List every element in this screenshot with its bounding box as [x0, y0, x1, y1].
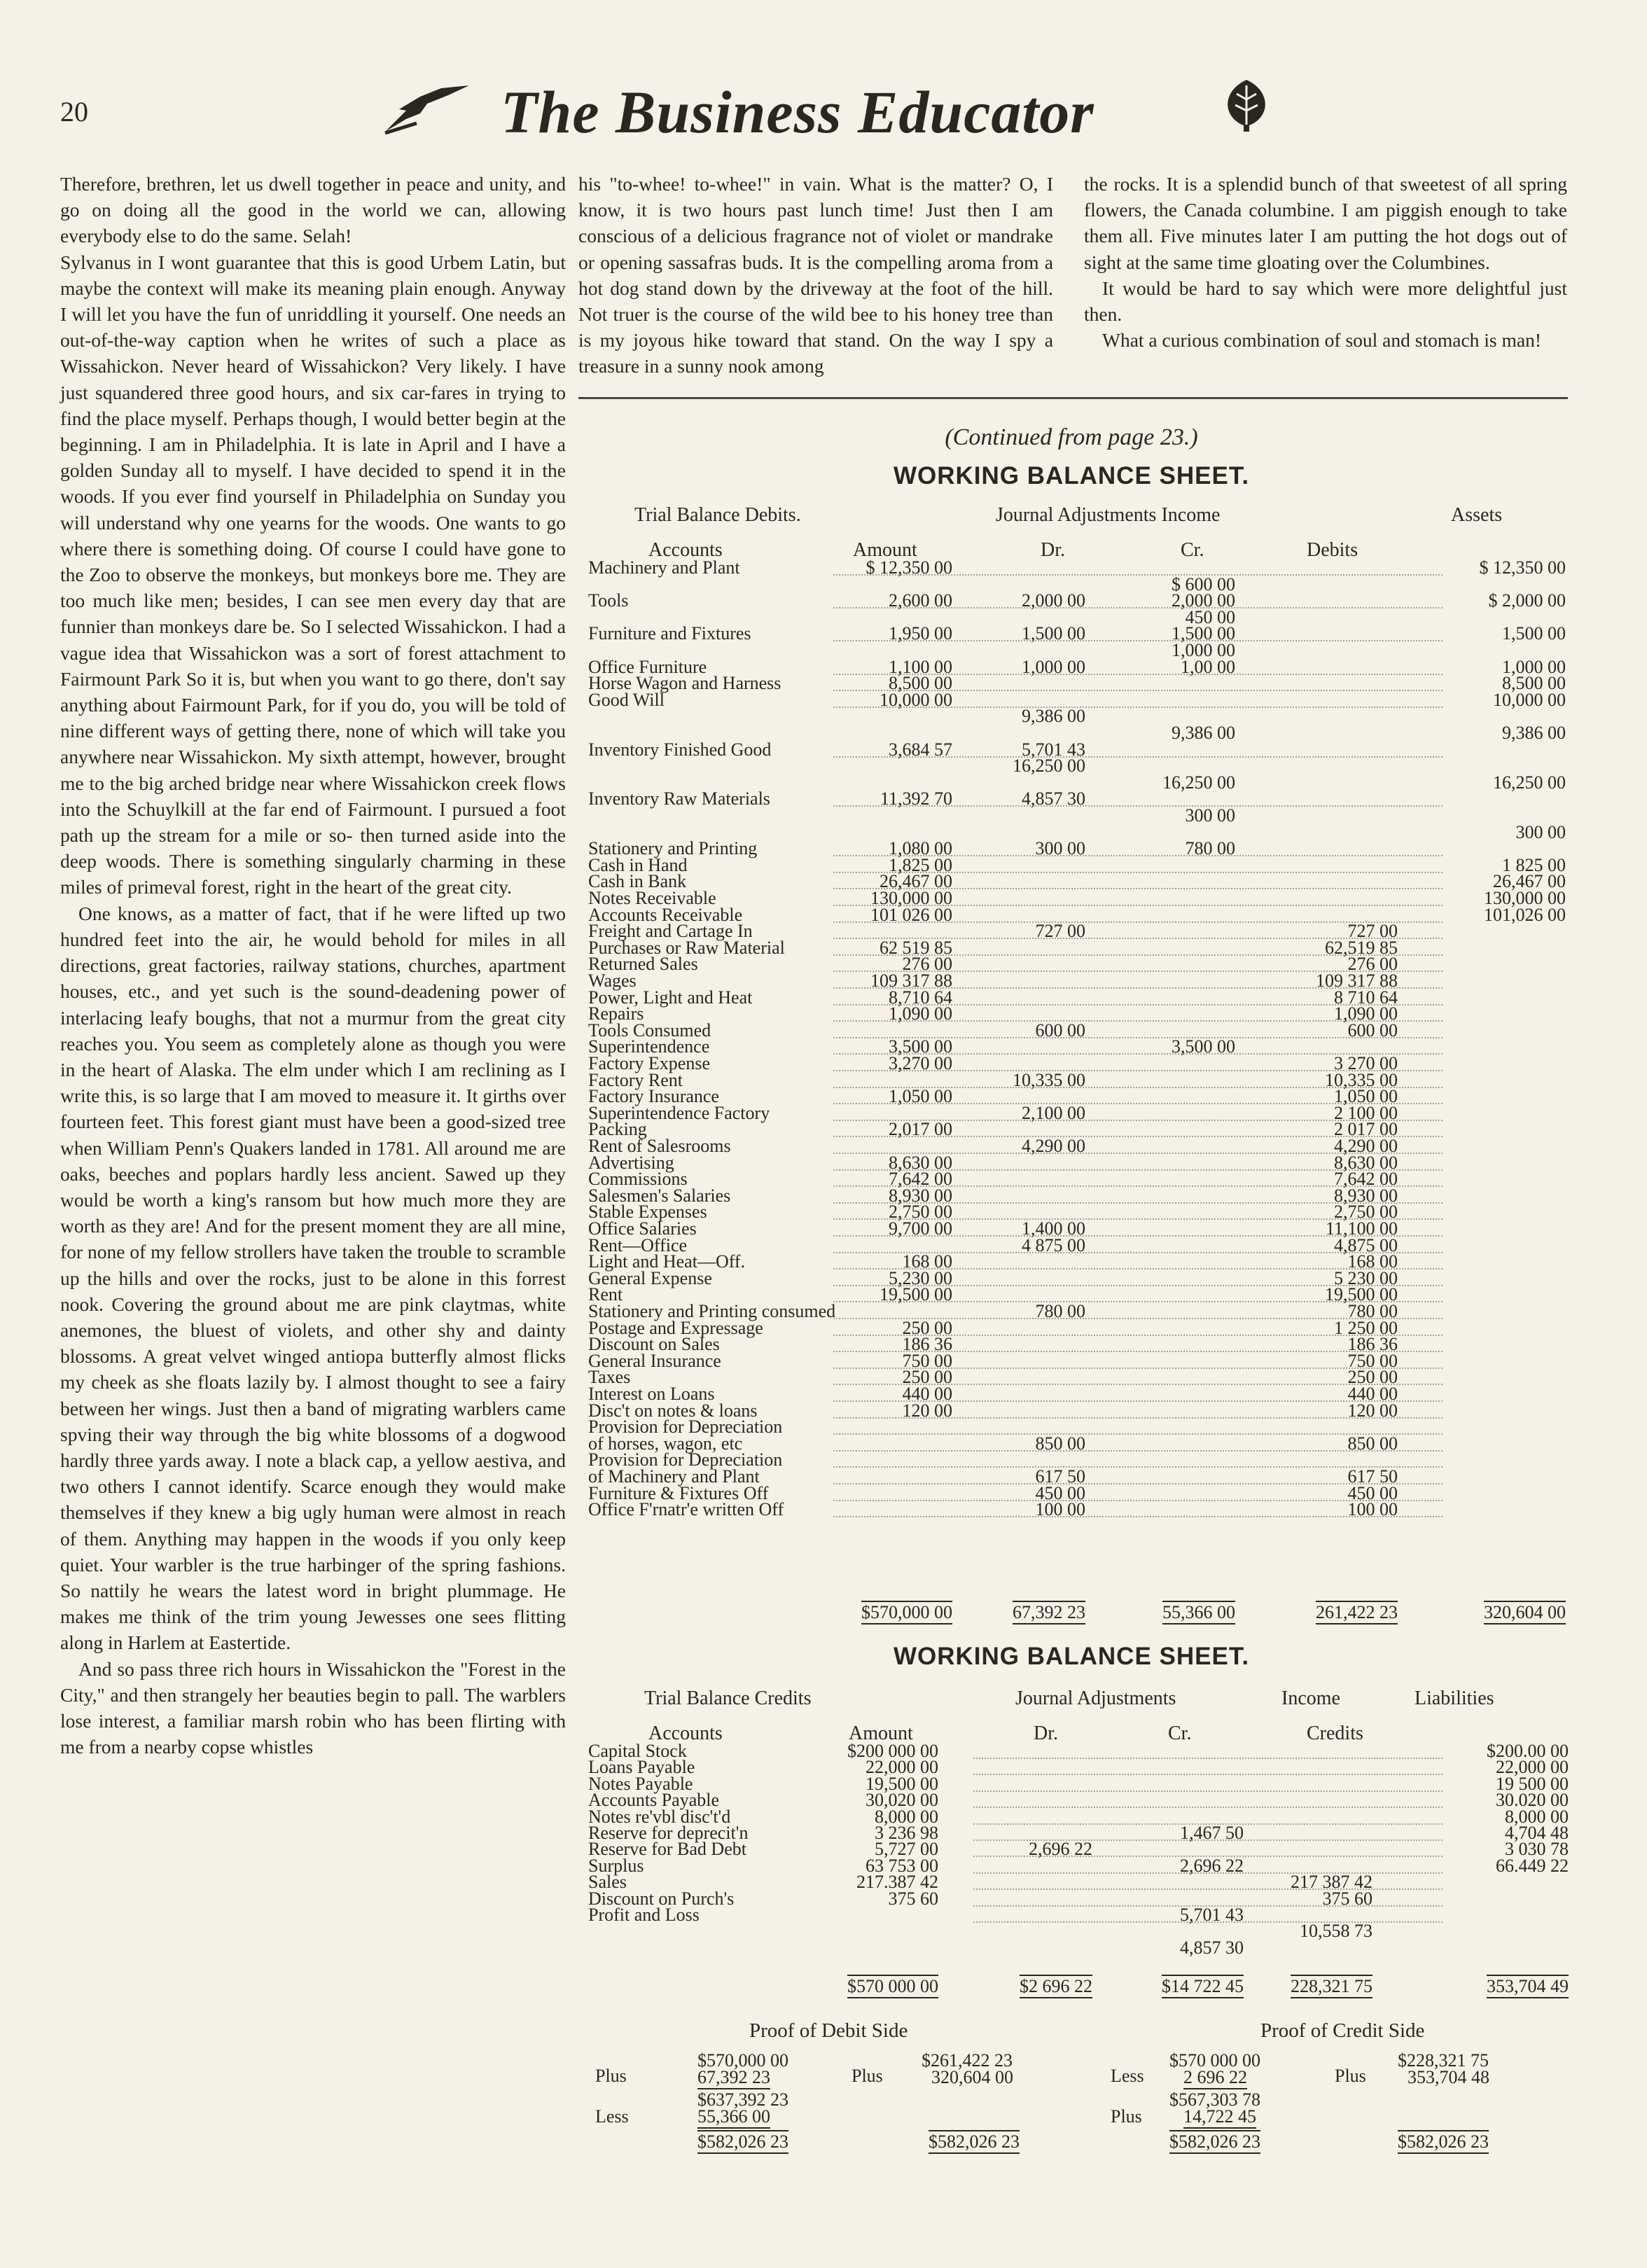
- cell-amount: 26,467 00: [880, 871, 952, 892]
- cell-amount: 109 317 88: [870, 970, 952, 991]
- cell-account: Office F'rnatr'e written Off: [588, 1499, 784, 1520]
- cell-account: Office Furniture: [588, 656, 707, 677]
- proof-value: $570 000 00: [1169, 2050, 1260, 2071]
- dot-leader: [833, 707, 1443, 708]
- cell-liab: 4,704 48: [1505, 1823, 1569, 1843]
- cell-credits: 217 387 42: [1291, 1872, 1372, 1893]
- cell-amount: 1,050 00: [889, 1086, 952, 1107]
- cell-account: Furniture and Fixtures: [588, 623, 751, 644]
- cell-debits: 250 00: [1347, 1367, 1398, 1388]
- masthead: [378, 70, 1288, 146]
- cell-assets: 101,026 00: [1484, 904, 1566, 925]
- cell-account: Taxes: [588, 1367, 631, 1388]
- cell-cr: 4,857 30: [1180, 1937, 1244, 1958]
- article-column-right: [1084, 171, 1567, 353]
- cell-account: Packing: [588, 1119, 647, 1140]
- cell-debits: 2 100 00: [1334, 1102, 1398, 1123]
- section-divider: [578, 397, 1568, 399]
- cell-dr: 2,000 00: [1022, 590, 1085, 611]
- cell-dr: 617 50: [1035, 1466, 1085, 1487]
- cell-account: Superintendence: [588, 1036, 710, 1057]
- paragraph: One knows, as a matter of fact, that if he were lifted up two hundred feet into the air, he would behold for miles in all directions, great factories, railway stations, churches, apartment houses, etc., and yet such is the sound-deadening power of interlacing leafy boughs, that not a murmur from the great city reaches you. You seem as completely alone as though you were in the heart of Alaska. The elm under which I am reclining as I write this, is so large that I am moved to measure it. It girths over fourteen feet. This forest giant must have been a good-sized tree when William Penn's Quakers landed in 1781. All around me are oaks, beeches and poplars hardly less ancient. Sawed up they would be worth a king's ransom but how much more they are worth as they are! And for the present moment they are all mine, for none of my fellow strollers have taken the trouble to scramble up the hills and over the rocks, just to be alone in this forrest nook. Covering the ground about me are pink claytmas, white anemones, the bluest of violets, and other shy and dainty blossoms. A great velvet winged antiopa butterfly almost flicks my cheek as she floats lazily by. I almost thought to see a fairy between her wings. Just then a band of migrating warblers came spving their way through the big white blossoms of a dogwood hardly three yards away. I note a black cap, a yellow aestiva, and two others I cannot identify. Scarce enough they would make themselves if they knew a big ugly human were almost in reach of them. Anything may happen in the woods if you only keep quiet. Your warbler is the true harbinger of the spring fashions. So nattily he wears the latest word in bright plummage. He makes me think of the trim young Jewesses one sees flitting along in Harlem at Eastertide.: [60, 902, 566, 1654]
- cell-account: Machinery and Plant: [588, 557, 740, 578]
- cell-amount: 101 026 00: [870, 904, 952, 925]
- cell-account: Rent of Salesrooms: [588, 1136, 731, 1156]
- cell-debits: 5 230 00: [1334, 1267, 1398, 1288]
- cell-account: Sales: [588, 1872, 627, 1893]
- cell-account: Inventory Finished Good: [588, 739, 772, 760]
- cell-account: Capital Stock: [588, 1741, 687, 1761]
- cell-account: Loans Payable: [588, 1757, 695, 1778]
- cell-account: Advertising: [588, 1152, 674, 1173]
- cell-assets: 26,467 00: [1493, 871, 1566, 892]
- cell-account: Tools: [588, 590, 629, 611]
- cell-account: Disc't on notes & loans: [588, 1400, 758, 1421]
- cell-amount: 250 00: [902, 1367, 952, 1388]
- cell-cr: 1,467 50: [1180, 1823, 1244, 1843]
- cell-account: Factory Insurance: [588, 1086, 719, 1107]
- cell-debits: 109 317 88: [1316, 970, 1398, 991]
- cell-amount: $200 000 00: [847, 1741, 938, 1761]
- cell-amount: 8,630 00: [889, 1152, 952, 1173]
- cell-cr: 9,386 00: [1172, 723, 1235, 743]
- total-liab: 353,704 49: [1487, 1975, 1569, 1998]
- leaf-ornament-icon: [1218, 76, 1274, 132]
- debit-sheet-title: WORKING BALANCE SHEET.: [893, 462, 1250, 489]
- cell-amount: 750 00: [902, 1350, 952, 1371]
- cell-account: Stationery and Printing: [588, 838, 758, 859]
- cell-amount: 3,684 57: [889, 739, 952, 760]
- proof-value: $582,026 23: [697, 2130, 788, 2154]
- cell-account: Accounts Receivable: [588, 904, 743, 925]
- paragraph: the rocks. It is a splendid bunch of that sweetest of all spring flowers, the Canada columbine. I am piggish enough to take them all. Five minutes later I am putting the hot dogs out of sight at the same time gloating over the Columbines.: [1084, 173, 1567, 273]
- group-header: Journal Adjustments Income: [996, 504, 1221, 526]
- cell-assets: 130,000 00: [1484, 888, 1566, 908]
- cell-amount: 276 00: [902, 954, 952, 975]
- cell-debits: 780 00: [1347, 1301, 1398, 1321]
- dot-leader: [833, 1417, 1443, 1419]
- proof-value: 353,704 48: [1408, 2067, 1489, 2087]
- cell-debits: 4,290 00: [1334, 1136, 1398, 1156]
- cell-account: Freight and Cartage In: [588, 921, 753, 942]
- paragraph: It would be hard to say which were more delightful just then.: [1084, 277, 1567, 326]
- cell-dr: 780 00: [1035, 1301, 1085, 1321]
- cell-account: Returned Sales: [588, 954, 698, 975]
- proof-credit-title: Proof of Credit Side: [1260, 2019, 1425, 2042]
- cell-debits: 4,875 00: [1334, 1234, 1398, 1255]
- group-header: Journal Adjustments: [1015, 1688, 1176, 1709]
- credit-sheet-title: WORKING BALANCE SHEET.: [893, 1643, 1250, 1670]
- cell-account: of horses, wagon, etc: [588, 1433, 743, 1454]
- proof-value: 320,604 00: [931, 2067, 1013, 2087]
- proof-label: Plus: [1111, 2106, 1142, 2127]
- cell-amount: 5,727 00: [875, 1839, 938, 1860]
- cell-debits: 168 00: [1347, 1251, 1398, 1272]
- group-header: Assets: [1451, 504, 1503, 526]
- cell-amount: 22,000 00: [866, 1757, 938, 1778]
- cell-dr: 9,386 00: [1022, 706, 1085, 727]
- dot-leader: [973, 1807, 1443, 1808]
- proof-value: $228,321 75: [1398, 2050, 1489, 2071]
- cell-debits: 1,050 00: [1334, 1086, 1398, 1107]
- proof-value: 14,722 45: [1183, 2106, 1256, 2129]
- group-header: Trial Balance Credits: [644, 1688, 812, 1709]
- cell-account: Factory Rent: [588, 1069, 683, 1090]
- column-header: Debits: [1307, 539, 1358, 561]
- cell-liab: $200.00 00: [1487, 1741, 1569, 1761]
- cell-account: Stable Expenses: [588, 1202, 707, 1223]
- cell-amount: 1,825 00: [889, 854, 952, 875]
- cell-debits: 100 00: [1347, 1499, 1398, 1520]
- cell-amount: 8,500 00: [889, 673, 952, 694]
- dot-leader: [973, 1790, 1443, 1792]
- proof-label: Less: [595, 2106, 629, 2127]
- group-header: Liabilities: [1415, 1688, 1494, 1709]
- cell-account: Provision for Depreciation: [588, 1417, 783, 1438]
- cell-amount: 10,000 00: [880, 689, 952, 710]
- total-debits: 261,422 23: [1316, 1601, 1398, 1625]
- cell-account: Notes re'vbl disc't'd: [588, 1806, 731, 1827]
- cell-debits: 600 00: [1347, 1020, 1398, 1041]
- cell-debits: 440 00: [1347, 1384, 1398, 1404]
- cell-assets: 300 00: [1515, 821, 1566, 842]
- cell-amount: 7,642 00: [889, 1169, 952, 1190]
- cell-liab: 22,000 00: [1496, 1757, 1569, 1778]
- cell-account: Office Salaries: [588, 1218, 697, 1239]
- cell-liab: 8,000 00: [1505, 1806, 1569, 1827]
- cell-cr: 3,500 00: [1172, 1036, 1235, 1057]
- cell-amount: 5,230 00: [889, 1267, 952, 1288]
- cell-debits: 120 00: [1347, 1400, 1398, 1421]
- page-number: 20: [60, 96, 88, 127]
- cell-debits: 62,519 85: [1325, 937, 1398, 958]
- cell-debits: 727 00: [1347, 921, 1398, 942]
- proof-label: Plus: [1335, 2066, 1366, 2086]
- cell-cr: 5,701 43: [1180, 1905, 1244, 1925]
- total-dr: 67,392 23: [1013, 1601, 1085, 1625]
- cell-dr: 16,250 00: [1013, 756, 1085, 777]
- paragraph: And so pass three rich hours in Wissahickon the "Forest in the City," and then strangely her beauties begin to pall. The warblers lose interest, a familiar marsh robin who has been flirting with me from a nearby copse whistles: [60, 1657, 566, 1758]
- group-header: Trial Balance Debits.: [634, 504, 801, 526]
- cell-dr: 5,701 43: [1022, 739, 1085, 760]
- cell-debits: 186 36: [1347, 1334, 1398, 1355]
- cell-account: Horse Wagon and Harness: [588, 673, 781, 694]
- cell-account: of Machinery and Plant: [588, 1466, 760, 1487]
- cell-account: Factory Expense: [588, 1053, 711, 1073]
- continued-note: (Continued from page 23.): [945, 424, 1198, 450]
- cell-amount: 250 00: [902, 1317, 952, 1338]
- dot-leader: [833, 607, 1443, 608]
- column-header: Amount: [849, 1723, 913, 1744]
- cell-cr: 2,000 00: [1172, 590, 1235, 611]
- cell-assets: 9,386 00: [1502, 723, 1566, 743]
- cell-dr: 450 00: [1035, 1482, 1085, 1503]
- dot-leader: [973, 1774, 1443, 1775]
- cell-account: Interest on Loans: [588, 1384, 715, 1404]
- cell-assets: 10,000 00: [1493, 689, 1566, 710]
- group-header: Income: [1281, 1688, 1340, 1709]
- cell-amount: 19,500 00: [880, 1284, 952, 1305]
- cell-amount: 30,020 00: [866, 1790, 938, 1811]
- cell-liab: 19 500 00: [1496, 1773, 1569, 1794]
- cell-debits: 2,750 00: [1334, 1202, 1398, 1223]
- cell-debits: 3 270 00: [1334, 1053, 1398, 1073]
- dot-leader: [973, 1758, 1443, 1759]
- cell-amount: 3,500 00: [889, 1036, 952, 1057]
- cell-debits: 10,335 00: [1325, 1069, 1398, 1090]
- column-header: Dr.: [1034, 1723, 1058, 1744]
- proof-value: 67,392 23: [697, 2067, 770, 2089]
- column-header: Amount: [853, 539, 917, 561]
- cell-amount: 168 00: [902, 1251, 952, 1272]
- cell-assets: 1,000 00: [1502, 656, 1566, 677]
- cell-debits: 850 00: [1347, 1433, 1398, 1454]
- cell-debits: 450 00: [1347, 1482, 1398, 1503]
- cell-account: Discount on Purch's: [588, 1888, 735, 1909]
- cell-account: Rent—Office: [588, 1234, 688, 1255]
- cell-account: Provision for Depreciation: [588, 1449, 783, 1470]
- cell-assets: $ 2,000 00: [1488, 590, 1566, 611]
- cell-amount: 3 236 98: [875, 1823, 938, 1843]
- article-column-left: [60, 171, 566, 1760]
- cell-assets: 8,500 00: [1502, 673, 1566, 694]
- cell-dr: 1,400 00: [1022, 1218, 1085, 1239]
- proof-value: $582,026 23: [1169, 2130, 1260, 2154]
- cell-cr: 1,000 00: [1172, 640, 1235, 660]
- cell-debits: 276 00: [1347, 954, 1398, 975]
- cell-cr: 16,250 00: [1162, 772, 1235, 793]
- cell-amount: 63 753 00: [866, 1855, 938, 1876]
- proof-debit-title: Proof of Debit Side: [749, 2019, 908, 2042]
- cell-debits: 750 00: [1347, 1350, 1398, 1371]
- cell-debits: 19,500 00: [1325, 1284, 1398, 1305]
- column-header: Dr.: [1041, 539, 1065, 561]
- cell-amount: 9,700 00: [889, 1218, 952, 1239]
- proof-label: Less: [1111, 2066, 1144, 2086]
- article-column-middle: [578, 171, 1053, 380]
- cell-account: Postage and Expressage: [588, 1317, 763, 1338]
- proof-value: $582,026 23: [929, 2130, 1020, 2154]
- total-amount: $570,000 00: [861, 1601, 952, 1625]
- cell-amount: 375 60: [888, 1888, 938, 1909]
- cell-dr: 850 00: [1035, 1433, 1085, 1454]
- cell-account: Wages: [588, 970, 637, 991]
- dot-leader: [833, 1516, 1443, 1517]
- cell-account: General Insurance: [588, 1350, 721, 1371]
- cell-dr: 4,857 30: [1022, 788, 1085, 809]
- cell-amount: 8,930 00: [889, 1185, 952, 1206]
- cell-account: Notes Payable: [588, 1773, 693, 1794]
- column-header: Accounts: [648, 1723, 723, 1744]
- column-header: Cr.: [1181, 539, 1204, 561]
- proof-value: $567,303 78: [1169, 2089, 1260, 2110]
- cell-dr: 727 00: [1035, 921, 1085, 942]
- dot-leader: [833, 1450, 1443, 1452]
- cell-account: Salesmen's Salaries: [588, 1185, 731, 1206]
- cell-account: General Expense: [588, 1267, 712, 1288]
- total-dr: $2 696 22: [1020, 1975, 1092, 1998]
- proof-value: 2 696 22: [1183, 2067, 1247, 2089]
- paragraph: What a curious combination of soul and stomach is man!: [1102, 329, 1542, 352]
- cell-amount: 62 519 85: [880, 937, 952, 958]
- proof-label: Plus: [595, 2066, 627, 2086]
- cell-account: Stationery and Printing consumed: [588, 1301, 836, 1321]
- paragraph: Sylvanus in I wont guarantee that this is good Urbem Latin, but maybe the context will make its meaning plain enough. Anyway I will let you have the fun of unriddling it yourself. One needs an out-of-the-way caption when he writes of such a place as Wissahickon. Never heard of Wissahickon? Very likely. I have just squandered three good hours, and six car-fares in trying to find the place myself. Perhaps though, I would better begin at the beginning. I am in Philadelphia. It is late in April and I have a golden Sunday all to myself. I have decided to spend it in the woods. If you ever find yourself in Philadelphia on Sunday you will understand why one yearns for the woods. One wants to go where there is something doing. Of course I could have gone to the Zoo to observe the monkeys, but monkeys bore me. They are too much like men; besides, I can see men every day that are funnier than monkeys dare be. So I selected Wissahickon. I had a vague idea that Wissahickon was a sort of forest attachment to Fairmount Park So it is, but when you want to go there, don't say anything about Fairmount Park, for if you do, you will be told of nine different ways of getting there, none of which will take you anywhere near Wissahickon. My sixth attempt, however, brought me to the big arched bridge near where Wissahickon creek flows into the Schuylkill at the far end of Fairmount. I pursued a foot path up the stream for a mile or so- then turned aside into the deep woods. There is something singularly charming in these miles of primeval forest, right in the heart of the great city.: [60, 251, 566, 898]
- cell-account: Rent: [588, 1284, 623, 1305]
- cell-amount: 1,950 00: [889, 623, 952, 644]
- column-header: Cr.: [1168, 1723, 1192, 1744]
- cell-dr: 4,290 00: [1022, 1136, 1085, 1156]
- cell-account: Purchases or Raw Material: [588, 937, 785, 958]
- cell-debits: 8,930 00: [1334, 1185, 1398, 1206]
- cell-amount: $ 12,350 00: [866, 557, 952, 578]
- paragraph: Therefore, brethren, let us dwell together in peace and unity, and go on doing all the good in the world we can, allowing everybody else to do the same. Selah!: [60, 173, 566, 247]
- cell-cr: 300 00: [1185, 805, 1235, 826]
- cell-dr: 1,000 00: [1022, 656, 1085, 677]
- dot-leader: [833, 640, 1443, 641]
- cell-amount: 2,750 00: [889, 1202, 952, 1223]
- cell-amount: 8,710 64: [889, 987, 952, 1008]
- cell-account: Notes Receivable: [588, 888, 716, 908]
- cell-account: Inventory Raw Materials: [588, 788, 770, 809]
- cell-amount: 11,392 70: [880, 788, 952, 809]
- proof-value: $582,026 23: [1398, 2130, 1489, 2154]
- cell-account: Profit and Loss: [588, 1905, 700, 1925]
- cell-assets: 16,250 00: [1493, 772, 1566, 793]
- cell-cr: 450 00: [1185, 606, 1235, 627]
- cell-account: Reserve for Bad Debt: [588, 1839, 746, 1860]
- cell-amount: 3,270 00: [889, 1053, 952, 1073]
- cell-account: Furniture & Fixtures Off: [588, 1482, 769, 1503]
- cell-cr: 1,00 00: [1181, 656, 1235, 677]
- cell-amount: 2,600 00: [889, 590, 952, 611]
- cell-account: Superintendence Factory: [588, 1102, 770, 1123]
- cell-amount: 1,100 00: [889, 656, 952, 677]
- proof-label: Plus: [852, 2066, 883, 2086]
- column-header: Accounts: [648, 539, 723, 561]
- cell-account: Repairs: [588, 1003, 644, 1024]
- cell-dr: 4 875 00: [1022, 1234, 1085, 1255]
- cell-amount: 1,080 00: [889, 838, 952, 859]
- cell-account: Good Will: [588, 689, 665, 710]
- cell-credits: 10,558 73: [1300, 1921, 1372, 1942]
- cell-cr: 1,500 00: [1172, 623, 1235, 644]
- cell-cr: 2,696 22: [1180, 1855, 1244, 1876]
- cell-dr: 600 00: [1035, 1020, 1085, 1041]
- cell-dr: 1,500 00: [1022, 623, 1085, 644]
- cell-liab: 30.020 00: [1496, 1790, 1569, 1811]
- cell-assets: 1,500 00: [1502, 623, 1566, 644]
- cell-assets: $ 12,350 00: [1479, 557, 1566, 578]
- cell-amount: 19,500 00: [866, 1773, 938, 1794]
- quill-pen-icon: [378, 83, 476, 139]
- cell-amount: 217.387 42: [856, 1872, 938, 1893]
- cell-amount: 130,000 00: [870, 888, 952, 908]
- cell-account: Cash in Hand: [588, 854, 688, 875]
- cell-account: Surplus: [588, 1855, 644, 1876]
- cell-cr: $ 600 00: [1172, 573, 1235, 594]
- cell-amount: 186 36: [902, 1334, 952, 1355]
- cell-account: Cash in Bank: [588, 871, 687, 892]
- cell-dr: 2,696 22: [1029, 1839, 1092, 1860]
- cell-account: Reserve for deprecit'n: [588, 1823, 749, 1843]
- column-header: Credits: [1307, 1723, 1363, 1744]
- cell-amount: 2,017 00: [889, 1119, 952, 1140]
- cell-debits: 617 50: [1347, 1466, 1398, 1487]
- cell-dr: 100 00: [1035, 1499, 1085, 1520]
- total-cr: 55,366 00: [1162, 1601, 1235, 1625]
- cell-account: Accounts Payable: [588, 1790, 720, 1811]
- total-credits: 228,321 75: [1291, 1975, 1372, 1998]
- total-amount: $570 000 00: [847, 1975, 938, 1998]
- cell-credits: 375 60: [1322, 1888, 1372, 1909]
- cell-dr: 300 00: [1035, 838, 1085, 859]
- cell-account: Light and Heat—Off.: [588, 1251, 746, 1272]
- cell-assets: 1 825 00: [1502, 854, 1566, 875]
- cell-cr: 780 00: [1185, 838, 1235, 859]
- cell-amount: 1,090 00: [889, 1003, 952, 1024]
- cell-account: Commissions: [588, 1169, 688, 1190]
- cell-amount: 8,000 00: [875, 1806, 938, 1827]
- proof-value: $570,000 00: [697, 2050, 788, 2071]
- dot-leader: [833, 756, 1443, 758]
- proof-value: $637,392 23: [697, 2089, 788, 2110]
- cell-account: Tools Consumed: [588, 1020, 711, 1041]
- cell-amount: 440 00: [902, 1384, 952, 1404]
- dot-leader: [833, 805, 1443, 807]
- proof-value: $261,422 23: [922, 2050, 1013, 2071]
- total-assets: 320,604 00: [1484, 1601, 1566, 1625]
- cell-debits: 2 017 00: [1334, 1119, 1398, 1140]
- dot-leader: [833, 574, 1443, 576]
- proof-value: 55,366 00: [697, 2106, 770, 2129]
- masthead-title: The Business Educator: [501, 78, 1094, 146]
- cell-account: Power, Light and Heat: [588, 987, 753, 1008]
- cell-debits: 8,630 00: [1334, 1152, 1398, 1173]
- cell-debits: 8 710 64: [1334, 987, 1398, 1008]
- cell-amount: 120 00: [902, 1400, 952, 1421]
- paragraph: his "to-whee! to-whee!" in vain. What is the matter? O, I know, it is two hours past lunch time! Just then I am conscious of a delicious fragrance not of violet or mandrake or opening sassafras buds. It is the compelling aroma from a hot dog stand down by the driveway at the foot of the hill. Not truer is the course of the wild bee to his honey tree than is my joyous hike toward that stand. On the way I spy a treasure in a sunny nook among: [578, 173, 1053, 377]
- cell-debits: 1 250 00: [1334, 1317, 1398, 1338]
- cell-dr: 10,335 00: [1013, 1069, 1085, 1090]
- cell-dr: 2,100 00: [1022, 1102, 1085, 1123]
- cell-liab: 66.449 22: [1496, 1855, 1569, 1876]
- cell-debits: 11,100 00: [1325, 1218, 1398, 1239]
- cell-debits: 7,642 00: [1334, 1169, 1398, 1190]
- cell-debits: 1,090 00: [1334, 1003, 1398, 1024]
- total-cr: $14 722 45: [1162, 1975, 1244, 1998]
- cell-liab: 3 030 78: [1505, 1839, 1569, 1860]
- cell-account: Discount on Sales: [588, 1334, 720, 1355]
